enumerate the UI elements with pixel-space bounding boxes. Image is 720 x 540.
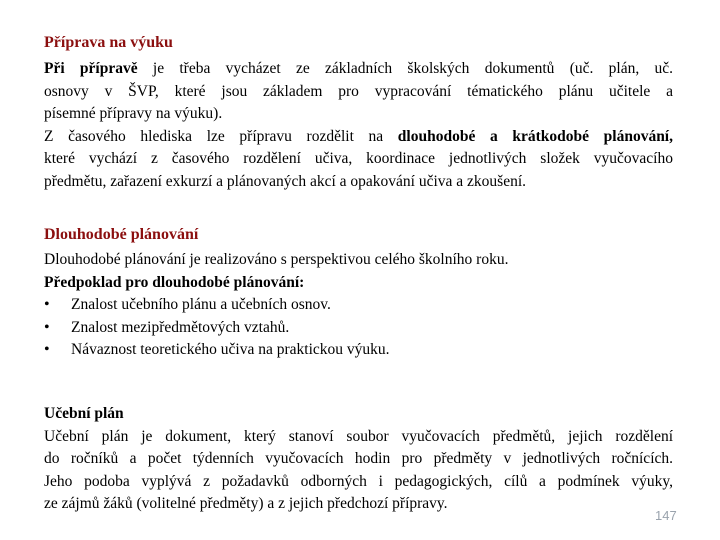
intro-line-4 [44, 126, 673, 149]
prereq-heading [44, 272, 673, 295]
list-item-text: Znalost mezipředmětových vztahů. [71, 318, 290, 336]
bullet-icon: • [44, 296, 50, 313]
plan-line-1: Učební plán je dokument, který stanoví soubor vyučovacích předmětů, jejich rozdělení [44, 427, 673, 445]
list-item-text: Návaznost teoretického učiva na praktickou výuku. [71, 341, 390, 358]
page-title: Příprava na výuku [44, 34, 173, 51]
intro-line-4-text: Z časového hlediska lze přípravu rozdělit na [44, 127, 398, 145]
plan-line-3: Jeho podoba vyplývá z požadavků odborných i pedagogických, cílů a podmínek výuky, [44, 472, 673, 490]
intro-line-2: osnovy v ŠVP, které jsou základem pro vypracování tématického plánu učitele a [44, 82, 673, 100]
intro-bold-term: Při přípravě [44, 60, 138, 77]
intro-line-4-bold: dlouhodobé a krátkodobé plánování, [397, 127, 673, 145]
plan-heading-text: Učební plán [44, 405, 124, 422]
bullet-icon: • [44, 318, 50, 336]
list-item-text: Znalost učebního plánu a učebních osnov. [71, 296, 331, 313]
intro-line-3: písemné přípravy na výuku). [44, 105, 223, 122]
plan-section [44, 403, 673, 516]
list-item [44, 317, 673, 340]
intro-line-6: předmětu, zařazení exkurzí a plánovaných akcí a opakování učiva a zkoušení. [44, 172, 527, 190]
page-number: 147 [655, 508, 677, 523]
intro-line-5: které vychází z časového rozdělení učiva, koordinace jednotlivých složek vyučovacího [44, 150, 673, 167]
list-item [44, 339, 673, 362]
plan-line-2: do ročníků a počet týdenních vyučovacích hodin pro předměty v jednotlivých ročnících. [44, 450, 673, 467]
plan-line-4: ze zájmů žáků (volitelné předměty) a z jejich předchozí přípravy. [44, 495, 448, 512]
bullet-icon: • [44, 341, 50, 358]
longterm-text: Dlouhodobé plánování je realizováno s perspektivou celého školního roku. [44, 251, 509, 268]
list-item [44, 294, 673, 317]
longterm-section [44, 249, 673, 362]
longterm-heading: Dlouhodobé plánování [44, 226, 199, 243]
intro-paragraph [44, 58, 673, 193]
intro-line-1-text: je třeba vycházet ze základních školských dokumentů (uč. plán, uč. [137, 60, 673, 77]
plan-heading [44, 403, 673, 426]
intro-line-1 [44, 58, 673, 81]
prereq-heading-text: Předpoklad pro dlouhodobé plánování: [44, 273, 305, 291]
